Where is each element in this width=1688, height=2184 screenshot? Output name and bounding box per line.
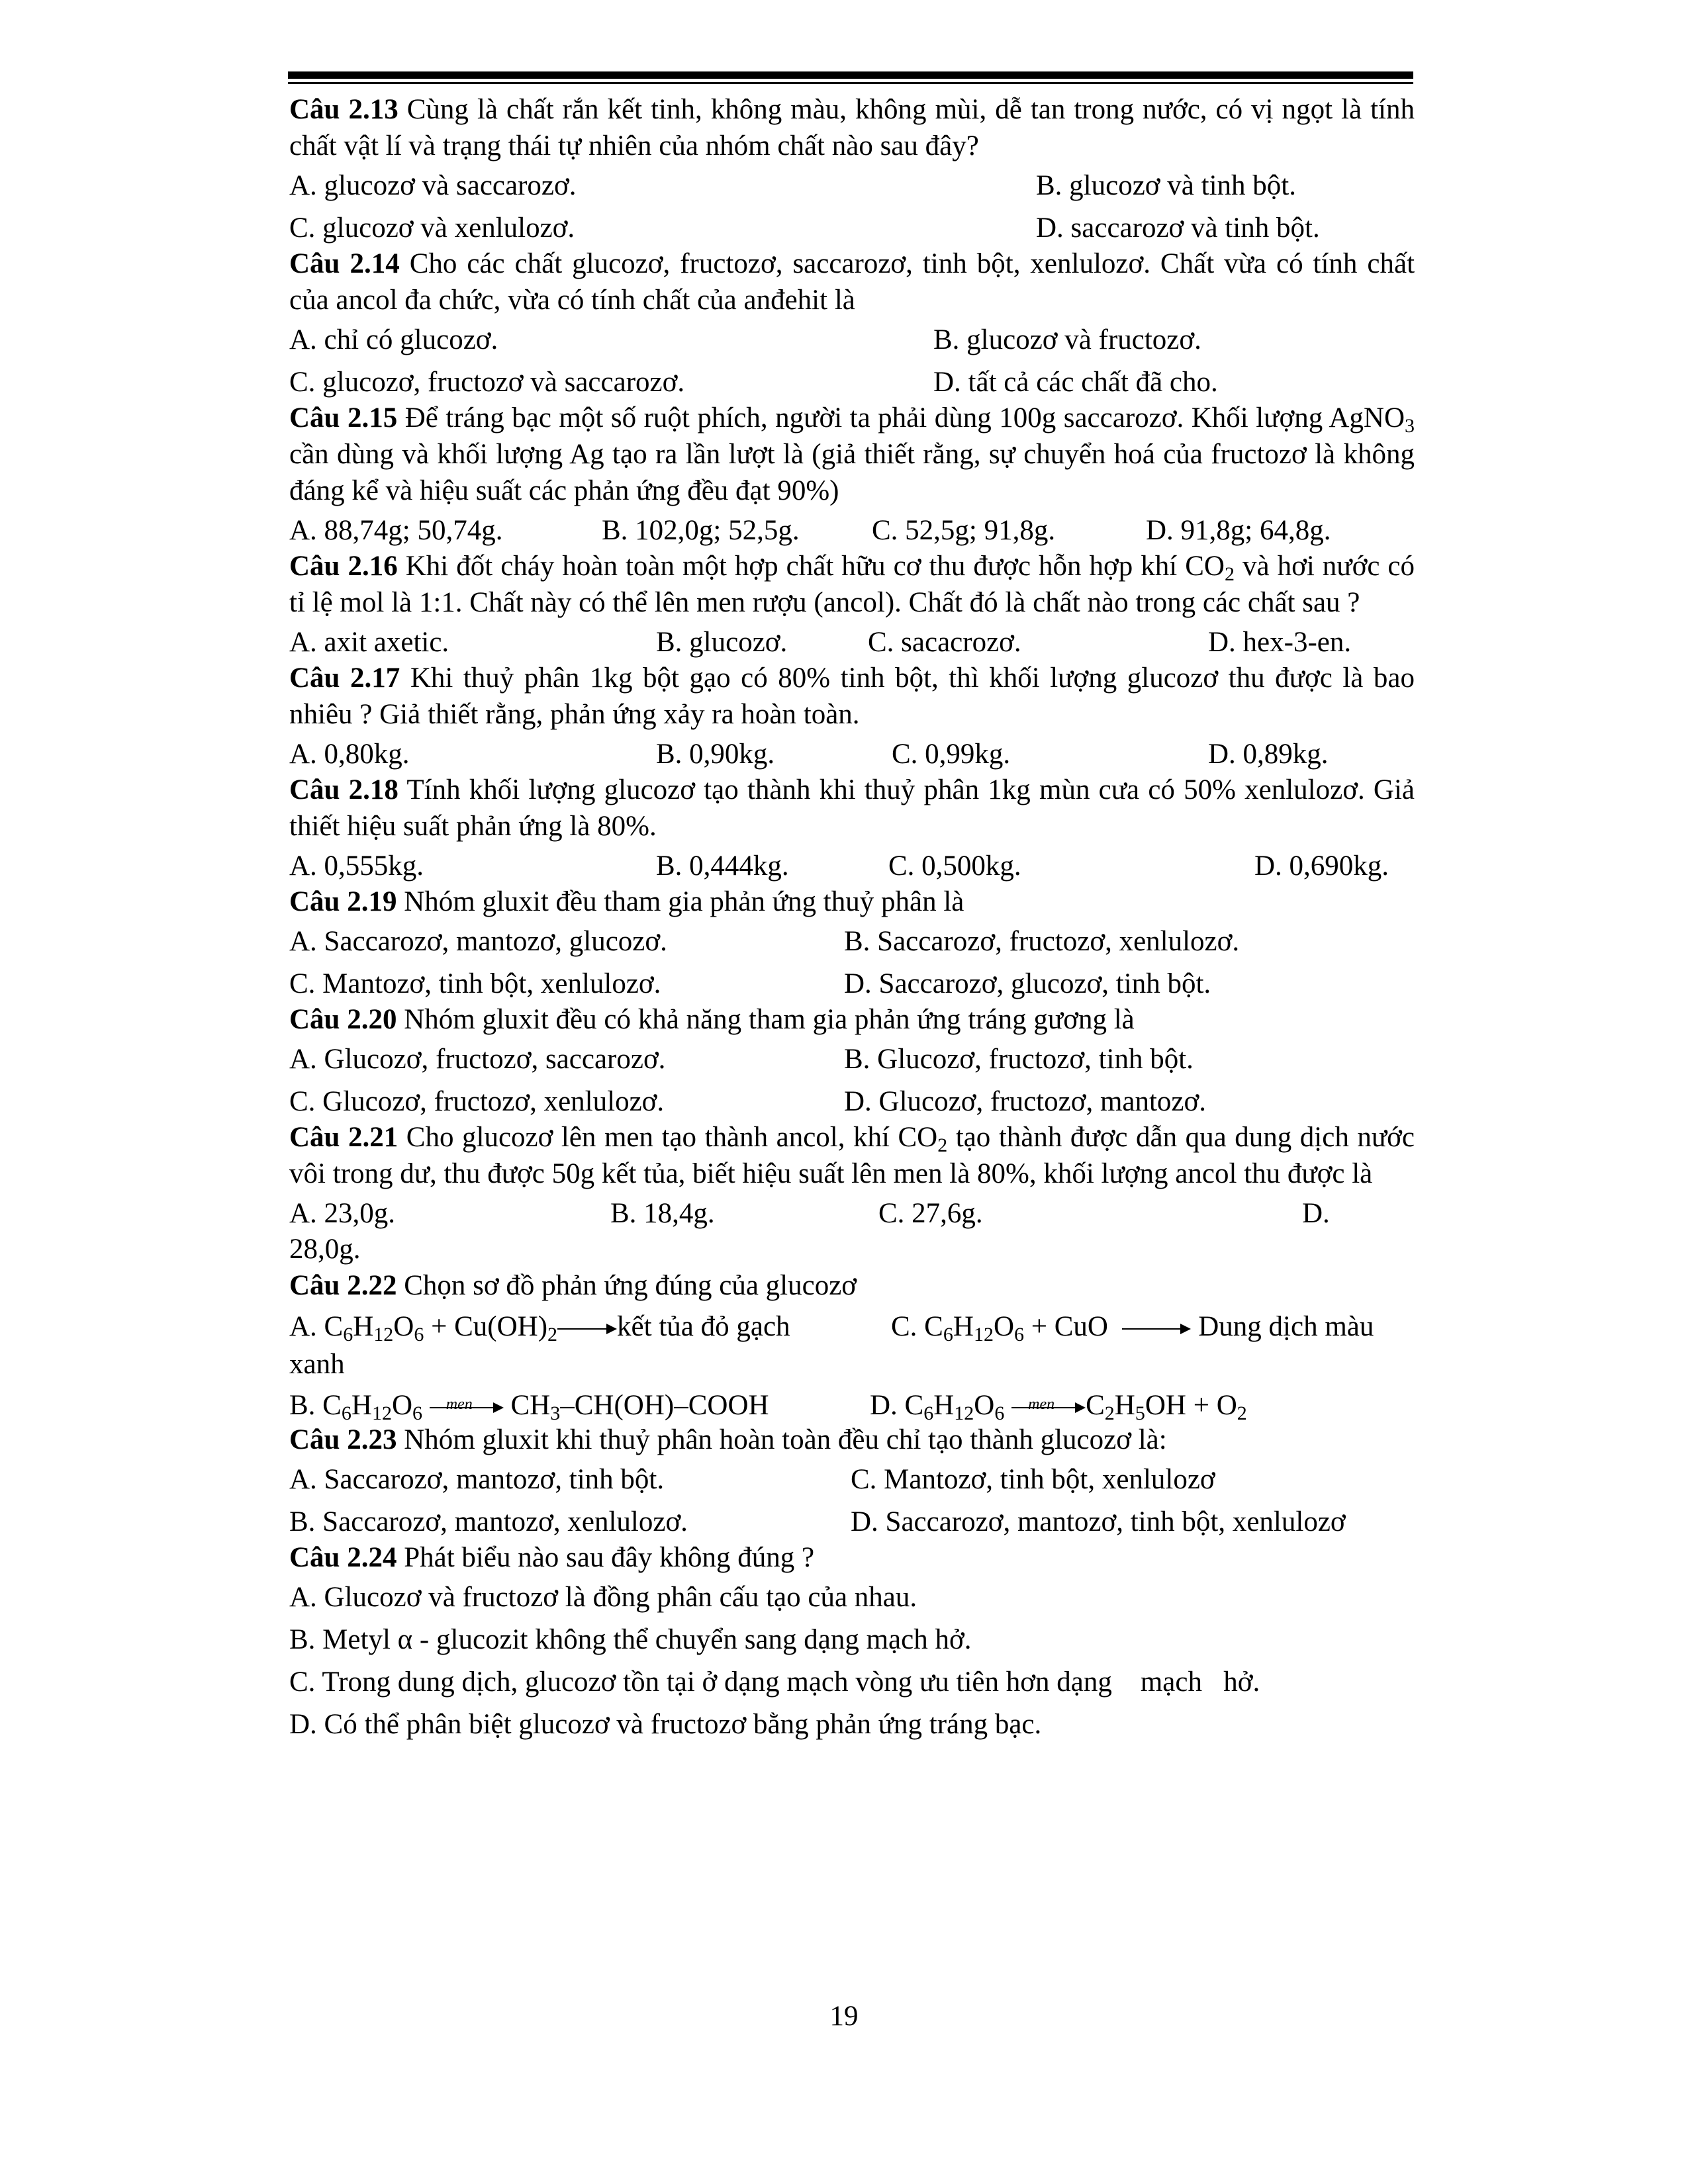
- question-number: Câu 2.23: [289, 1424, 397, 1455]
- option-c[interactable]: C. $C_6H_{12}O_6$ + CuO Dung dịch màu: [891, 1311, 1374, 1345]
- question-number: Câu 2.16: [289, 551, 398, 582]
- header-rule-thick: [288, 71, 1413, 79]
- option-c[interactable]: C. 52,5g; 91,8g.: [872, 515, 1056, 546]
- options-row: [289, 920, 1415, 962]
- option-a[interactable]: A. Saccarozơ, mantozơ, glucozơ.: [289, 926, 667, 957]
- question-number: Câu 2.20: [289, 1004, 397, 1035]
- option-d[interactable]: D. 0,690kg.: [1254, 850, 1389, 882]
- question-text: [289, 400, 1415, 509]
- question-number: Câu 2.14: [289, 248, 400, 279]
- question-2-22: [289, 1267, 1415, 1422]
- question-2-16: [289, 548, 1415, 660]
- option-c[interactable]: C. Mantozơ, tinh bột, xenlulozơ: [851, 1464, 1215, 1495]
- question-2-21: [289, 1119, 1415, 1267]
- question-number: Câu 2.18: [289, 774, 399, 805]
- option-a[interactable]: A. 0,555kg.: [289, 850, 424, 882]
- option-b[interactable]: B. Saccarozơ, fructozơ, xenlulozơ.: [844, 926, 1240, 957]
- options-row: [289, 318, 1415, 361]
- question-2-13: [289, 91, 1415, 246]
- option-d[interactable]: D. Có thể phân biệt glucozơ và fructozơ bằng phản ứng tráng bạc.: [289, 1709, 1042, 1740]
- page-number: 19: [829, 2001, 859, 2032]
- option-a[interactable]: A. Glucozơ và fructozơ là đồng phân cấu tạo của nhau.: [289, 1582, 917, 1613]
- question-number: Câu 2.24: [289, 1542, 397, 1573]
- options-row: [289, 621, 1415, 660]
- question-text: [289, 91, 1415, 164]
- question-2-19: [289, 884, 1415, 1001]
- question-text: [289, 772, 1415, 844]
- options-row: [289, 1500, 1415, 1539]
- reaction-arrow: men: [1011, 1401, 1086, 1414]
- question-body: Phát biểu nào sau đây không đúng ?: [404, 1542, 815, 1573]
- option-d-wrap: 28,0g.: [289, 1234, 361, 1265]
- options-row: [289, 1618, 1415, 1661]
- question-body: Cho glucozơ lên men tạo thành ancol, khí CO: [406, 1122, 938, 1153]
- option-a[interactable]: A. glucozơ và saccarozơ.: [289, 170, 577, 201]
- options-row: [289, 1038, 1415, 1080]
- option-d[interactable]: D. hex-3-en.: [1208, 627, 1352, 658]
- subscript: 2: [937, 1134, 948, 1156]
- option-a[interactable]: A. Glucozơ, fructozơ, saccarozơ.: [289, 1044, 666, 1075]
- question-body-cont: và hơi nước có tỉ lệ mol là 1:1. Chất này có thể lên men rượu (ancol). Chất đó là chất nào trong các chất sau ?: [289, 551, 1415, 618]
- option-b[interactable]: B. Glucozơ, fructozơ, tinh bột.: [844, 1044, 1194, 1075]
- question-text: [289, 246, 1415, 318]
- options-row: [289, 164, 1415, 206]
- question-body: Nhóm gluxit khi thuỷ phân hoàn toàn đều chỉ tạo thành glucozơ là:: [404, 1424, 1167, 1455]
- question-text: [289, 1422, 1415, 1458]
- options-row: [289, 962, 1415, 1001]
- option-d[interactable]: D. 0,89kg.: [1208, 739, 1329, 770]
- question-number: Câu 2.13: [289, 94, 399, 125]
- question-number: Câu 2.22: [289, 1270, 397, 1301]
- option-b[interactable]: B. glucozơ và tinh bột.: [1036, 170, 1296, 201]
- question-number: Câu 2.17: [289, 662, 400, 694]
- question-text: [289, 1539, 1415, 1576]
- question-text: [289, 884, 1415, 920]
- option-b[interactable]: B. 18,4g.: [610, 1198, 715, 1229]
- question-2-14: [289, 246, 1415, 400]
- page-content: [289, 91, 1415, 1745]
- option-d[interactable]: D. $C_6H_{12}O_6$ men $C_2H_5OH + O_2$: [870, 1390, 1247, 1424]
- question-body: Cho các chất glucozơ, fructozơ, saccarozơ, tinh bột, xenlulozơ. Chất vừa có tính chất của ancol đa chức, vừa có tính chất của anđehit là: [289, 248, 1415, 316]
- options-row: [289, 206, 1415, 246]
- options-row: [289, 1080, 1415, 1119]
- question-2-15: [289, 400, 1415, 548]
- question-body: Để tráng bạc một số ruột phích, người ta phải dùng 100g saccarozơ. Khối lượng AgNO: [404, 402, 1405, 433]
- options-row: [289, 361, 1415, 400]
- question-2-17: [289, 660, 1415, 772]
- question-body: Nhóm gluxit đều tham gia phản ứng thuỷ phân là: [404, 886, 964, 917]
- options-row: [289, 1305, 1415, 1346]
- question-number: Câu 2.15: [289, 402, 398, 433]
- option-b[interactable]: B. glucozơ.: [656, 627, 788, 658]
- option-a[interactable]: A. 88,74g; 50,74g.: [289, 515, 503, 546]
- question-text: [289, 1001, 1415, 1038]
- question-body: Khi thuỷ phân 1kg bột gạo có 80% tinh bột, thì khối lượng glucozơ thu được là bao nhiêu ? Giả thiết rằng, phản ứng xảy ra hoàn toàn.: [289, 662, 1415, 730]
- question-text: [289, 548, 1415, 621]
- option-d[interactable]: D. Glucozơ, fructozơ, mantozơ.: [844, 1086, 1207, 1117]
- question-2-23: [289, 1422, 1415, 1539]
- option-c[interactable]: C. glucozơ và xenlulozơ.: [289, 212, 575, 244]
- question-2-18: [289, 772, 1415, 884]
- option-c[interactable]: C. Glucozơ, fructozơ, xenlulozơ.: [289, 1086, 665, 1117]
- option-a[interactable]: A. chỉ có glucozơ.: [289, 324, 498, 355]
- reaction-arrow: men: [430, 1401, 504, 1414]
- option-c[interactable]: C. 0,500kg.: [888, 850, 1021, 882]
- question-text: [289, 660, 1415, 733]
- options-row: [289, 1661, 1415, 1703]
- option-d[interactable]: D. saccarozơ và tinh bột.: [1036, 212, 1320, 244]
- option-d[interactable]: D. tất cả các chất đã cho.: [933, 367, 1218, 398]
- option-a[interactable]: A. axit axetic.: [289, 627, 449, 658]
- options-row: [289, 1576, 1415, 1618]
- question-text: [289, 1267, 1415, 1305]
- question-text: [289, 1119, 1415, 1192]
- option-a[interactable]: A. 23,0g.: [289, 1198, 396, 1229]
- option-b[interactable]: B. Saccarozơ, mantozơ, xenlulozơ.: [289, 1506, 688, 1537]
- options-row: [289, 509, 1415, 548]
- option-b[interactable]: B. glucozơ và fructozơ.: [933, 324, 1201, 355]
- option-d[interactable]: D. Saccarozơ, mantozơ, tinh bột, xenlulozơ: [851, 1506, 1346, 1537]
- option-b[interactable]: B. 0,90kg.: [656, 739, 775, 770]
- subscript: 2: [1224, 563, 1235, 585]
- option-a[interactable]: A. $C_6H_{12}O_6 + Cu(OH)_2$ kết tủa đỏ gạch: [289, 1311, 790, 1345]
- question-body: Cùng là chất rắn kết tinh, không màu, không mùi, dễ tan trong nước, có vị ngọt là tính chất vật lí và trạng thái tự nhiên của nhóm chất nào sau đây?: [289, 94, 1415, 161]
- option-b[interactable]: B. 0,444kg.: [656, 850, 789, 882]
- option-a[interactable]: A. Saccarozơ, mantozơ, tinh bột.: [289, 1464, 665, 1495]
- option-c-wrap: xanh: [289, 1349, 345, 1380]
- options-row: [289, 1703, 1415, 1745]
- option-b[interactable]: B. 102,0g; 52,5g.: [602, 515, 800, 546]
- options-row: [289, 1192, 1415, 1231]
- question-body: Nhóm gluxit đều có khả năng tham gia phản ứng tráng gương là: [404, 1004, 1135, 1035]
- reaction-arrow: [1122, 1322, 1191, 1336]
- subscript: 3: [1405, 415, 1415, 437]
- question-2-20: [289, 1001, 1415, 1119]
- question-body: Khi đốt cháy hoàn toàn một hợp chất hữu cơ thu được hỗn hợp khí CO: [405, 551, 1225, 582]
- header-rule-thin: [288, 82, 1413, 84]
- question-number: Câu 2.21: [289, 1122, 399, 1153]
- option-d[interactable]: D. 91,8g; 64,8g.: [1146, 515, 1331, 546]
- question-body-cont: tạo thành được dẫn qua dung dịch nước vôi trong dư, thu được 50g kết tủa, biết hiệu suất lên men là 80%, khối lượng ancol thu được là: [289, 1122, 1415, 1189]
- reaction-arrow: [557, 1322, 617, 1336]
- option-c[interactable]: C. Mantozơ, tinh bột, xenlulozơ.: [289, 968, 661, 999]
- option-b[interactable]: B. Metyl α - glucozit không thể chuyển sang dạng mạch hở.: [289, 1624, 972, 1655]
- option-d[interactable]: D.: [1302, 1198, 1330, 1229]
- option-b[interactable]: B. $C_6H_{12}O_6$ men $CH_3-CH(OH)$–COOH: [289, 1390, 769, 1424]
- question-body: Chọn sơ đồ phản ứng đúng của glucozơ: [404, 1270, 857, 1301]
- question-2-24: [289, 1539, 1415, 1745]
- option-c[interactable]: C. 0,99kg.: [892, 739, 1011, 770]
- question-body-cont: cần dùng và khối lượng Ag tạo ra lần lượt là (giả thiết rằng, sự chuyển hoá của fructozơ là không đáng kể và hiệu suất các phản ứng đều đạt 90%): [289, 439, 1415, 506]
- options-row: [289, 733, 1415, 772]
- options-row: [289, 1384, 1415, 1422]
- option-d[interactable]: D. Saccarozơ, glucozơ, tinh bột.: [844, 968, 1211, 999]
- question-number: Câu 2.19: [289, 886, 397, 917]
- options-row: [289, 1458, 1415, 1500]
- options-row: [289, 844, 1415, 884]
- option-c[interactable]: C. 27,6g.: [878, 1198, 983, 1229]
- option-c[interactable]: C. Trong dung dịch, glucozơ tồn tại ở dạng mạch vòng ưu tiên hơn dạng mạch hở.: [289, 1666, 1260, 1698]
- option-a[interactable]: A. 0,80kg.: [289, 739, 410, 770]
- option-c[interactable]: C. glucozơ, fructozơ và saccarozơ.: [289, 367, 685, 398]
- option-c[interactable]: C. sacacrozơ.: [868, 627, 1021, 658]
- question-body: Tính khối lượng glucozơ tạo thành khi thuỷ phân 1kg mùn cưa có 50% xenlulozơ. Giả thiết hiệu suất phản ứng là 80%.: [289, 774, 1415, 842]
